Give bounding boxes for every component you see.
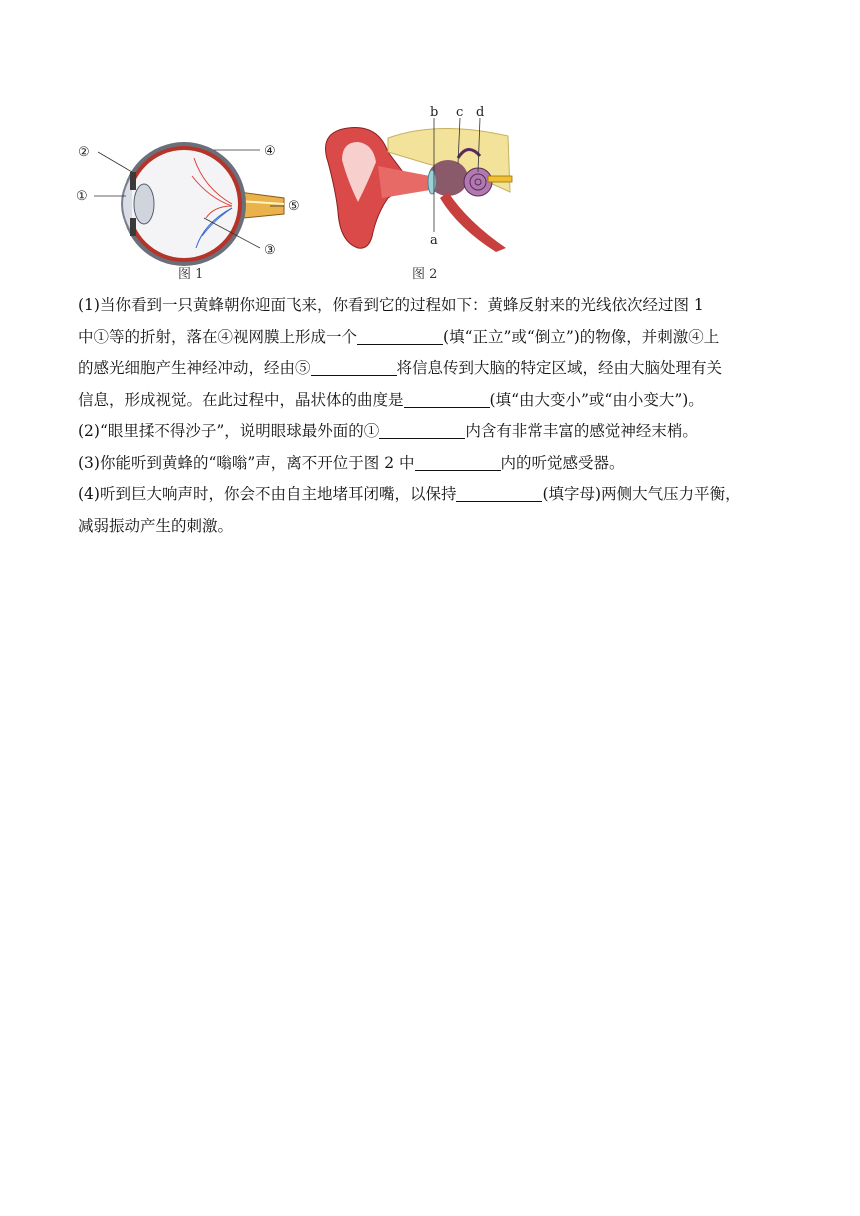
question-1-line-1: (1)当你看到一只黄蜂朝你迎面飞来，你看到它的过程如下：黄蜂反射来的光线依次经过图 1: [78, 296, 704, 314]
question-4-line-2: 减弱振动产生的刺激。: [78, 516, 234, 535]
answer-blank-6[interactable]: [456, 483, 542, 502]
eye-diagram: [74, 128, 314, 266]
eye-label-3: ③: [264, 243, 276, 258]
answer-blank-3[interactable]: [404, 389, 490, 408]
ear-label-b: b: [430, 105, 439, 120]
eye-label-4: ④: [264, 144, 276, 159]
ear-label-c: c: [456, 105, 464, 120]
figure-1-caption: 图 1: [178, 267, 204, 282]
ear-label-d: d: [476, 105, 485, 120]
answer-blank-2[interactable]: [311, 357, 397, 376]
question-1-line-3: 的感光细胞产生神经冲动，经由⑤ 将信息传到大脑的特定区域，经由大脑处理有关: [78, 359, 723, 377]
answer-blank-1[interactable]: [357, 326, 443, 345]
figure-2-caption: 图 2: [412, 267, 438, 282]
answer-blank-4[interactable]: [379, 420, 465, 439]
ear-label-a: a: [430, 233, 438, 248]
question-text: [78, 290, 790, 542]
question-1-line-4: 信息，形成视觉。在此过程中，晶状体的曲度是 (填“由大变小”或“由小变大”)。: [78, 390, 704, 409]
ear-diagram: [318, 102, 518, 254]
eye-label-2: ②: [78, 145, 90, 160]
eye-label-1: ①: [76, 189, 88, 204]
question-2: (2)“眼里揉不得沙子”，说明眼球最外面的① 内含有非常丰富的感觉神经末梢。: [78, 422, 698, 440]
question-3: (3)你能听到黄蜂的“嗡嗡”声，离不开位于图 2 中 内的听觉感受器。: [78, 453, 625, 472]
question-1-line-2: 中①等的折射，落在④视网膜上形成一个 (填“正立”或“倒立”)的物像，并刺激④上: [78, 327, 720, 346]
eye-label-5: ⑤: [288, 199, 300, 214]
answer-blank-5[interactable]: [415, 452, 501, 471]
question-4-line-1: (4)听到巨大响声时，你会不由自主地堵耳闭嘴，以保持 (填字母)两侧大气压力平衡，: [78, 485, 741, 503]
